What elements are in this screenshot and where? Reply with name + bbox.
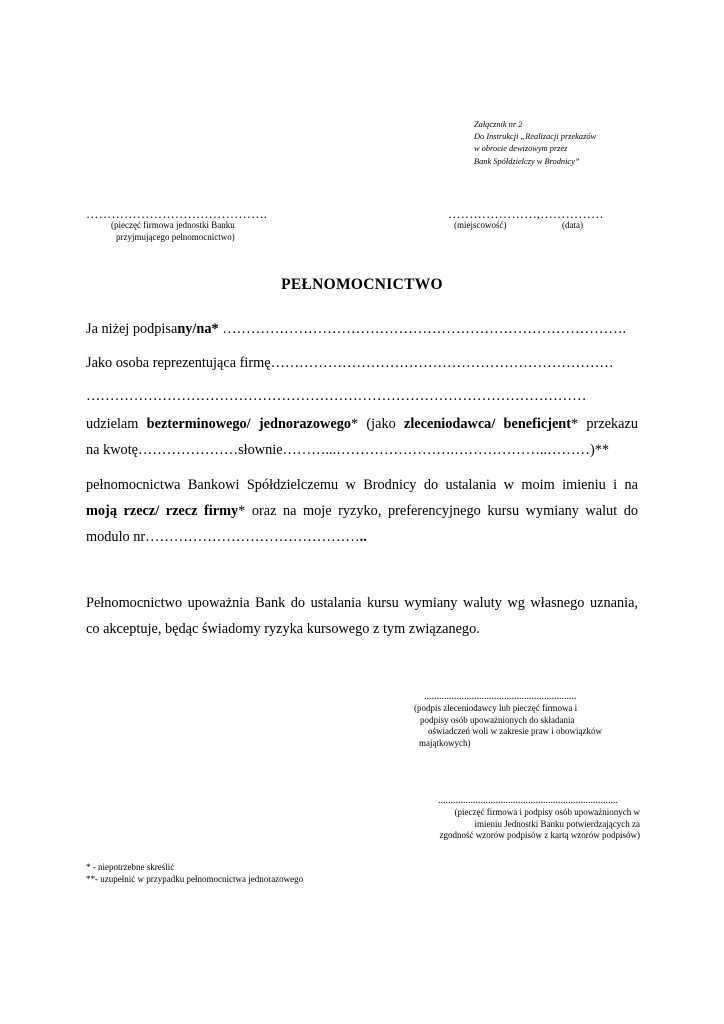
attachment-line: Do Instrukcji „Realizacji przekazów — [474, 132, 597, 142]
company-continuation-line: …………………………………………………………………………………………… — [86, 388, 587, 404]
risk-paragraph — [86, 590, 638, 642]
client-signature-dots: ............................................................. — [424, 691, 577, 702]
scope-line-2: moją rzecz/ rzecz firmy* oraz na moje ryzyko, preferencyjnego kursu wymiany walut do — [86, 503, 639, 519]
bank-stamp-caption-1: (pieczęć firmowa jednostki Banku — [111, 220, 235, 230]
bank-stamp-caption-2: przyjmującego pełnomocnictwo) — [116, 232, 235, 242]
place-caption: (miejscowość) — [454, 220, 507, 230]
scope-paragraph — [86, 472, 638, 550]
client-signature-caption: (podpis zleceniodawcy lub pieczęć firmowa i podpisy osób upoważnionych do składania oświadczeń woli w zakresie praw i obowiązków majątkowych) — [414, 703, 602, 748]
signatory-line — [86, 321, 638, 338]
authorization-paragraph — [86, 411, 638, 463]
scope-line-1: pełnomocnictwa Bankowi Spółdzielczemu w Brodnicy do ustalania w moim imieniu i na — [86, 477, 638, 493]
bank-stamp-dots: ……………………………………. — [86, 207, 268, 221]
modulo-line: modulo nr……………………………………….. — [86, 529, 367, 545]
signatory-gender: ny/na* — [177, 321, 219, 337]
document-title: PEŁNOMOCNICTWO — [281, 276, 443, 293]
signatory-dots: …………………………………………………………………………. — [218, 321, 627, 337]
risk-line-1: Pełnomocnictwo upoważnia Bank do ustalania kursu wymiany waluty wg własnego uznania, — [86, 595, 638, 611]
attachment-line: Załącznik nr 2 — [474, 120, 523, 129]
footnote-2: **- uzupełnić w przypadku pełnomocnictwa jednorazowego — [86, 874, 304, 884]
amount-line: na kwotę…………………słownie………...…………………….………………..………)** — [86, 442, 610, 458]
place-date-dots: …………………,…………… — [448, 207, 604, 221]
footnote-1: * - niepotrzebne skreślić — [86, 862, 175, 872]
bank-signature-dots: ........................................................................ — [438, 795, 618, 806]
attachment-line: Bank Spółdzielczy w Brodnicy” — [474, 156, 580, 166]
authorization-type-line: udzielam bezterminowego/ jednorazowego* (jako zleceniodawca/ beneficjent* przekazu — [86, 416, 638, 432]
date-caption: (data) — [562, 220, 583, 230]
attachment-line: w obrocie dewizowym przez — [474, 144, 568, 154]
signatory-prefix: Ja niżej podpisa — [86, 321, 178, 337]
bank-signature-caption: (pieczęć firmowa i podpisy osób upoważnionych w imieniu Jednostki Banku potwierdzających za zgodność wzorów podpisów z kartą wzorów podpisów) — [439, 807, 640, 841]
risk-line-2: co akceptuje, będąc świadomy ryzyka kursowego z tym związanego. — [86, 621, 480, 637]
company-line: Jako osoba reprezentująca firmę……………………………………………………………… — [86, 355, 614, 371]
attachment-note — [474, 119, 596, 168]
